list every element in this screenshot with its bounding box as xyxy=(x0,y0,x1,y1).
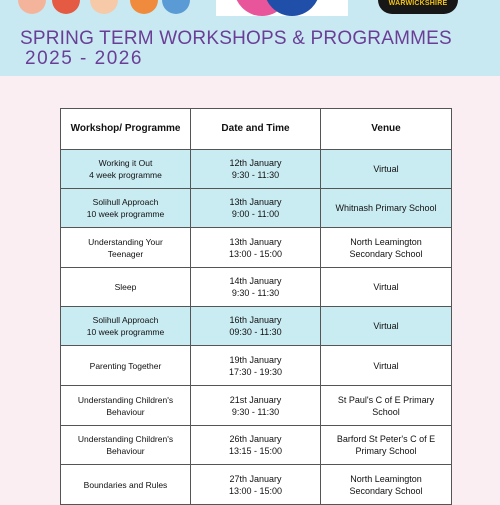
workshop-cell-line: Solihull Approach xyxy=(92,315,159,325)
column-header-workshop: Workshop/ Programme xyxy=(61,109,191,150)
date-time-cell xyxy=(191,426,321,465)
date-time-cell-line: 17:30 - 19:30 xyxy=(228,366,283,377)
circles-logo xyxy=(216,0,348,16)
column-header-venue: Venue xyxy=(321,109,452,150)
table-row xyxy=(61,307,452,346)
workshops-table-container xyxy=(60,108,451,505)
table-row xyxy=(61,465,452,505)
workshop-cell-line: Working it Out xyxy=(98,158,153,168)
workshop-cell-line: Solihull Approach xyxy=(92,197,159,207)
header-banner xyxy=(0,0,500,76)
workshop-cell-line: Understanding Your xyxy=(88,236,163,247)
warwickshire-logo-text: WARWICKSHIRE xyxy=(388,0,448,7)
workshop-cell xyxy=(61,228,191,268)
date-time-cell xyxy=(191,189,321,228)
date-time-cell-line: 13:15 - 15:00 xyxy=(228,446,283,456)
date-time-cell xyxy=(191,386,321,426)
venue-cell-line: Secondary School xyxy=(349,248,423,259)
workshop-cell-line: Sleep xyxy=(114,282,137,292)
workshop-cell-line: Behaviour xyxy=(106,446,145,456)
page-title: SPRING TERM WORKSHOPS & PROGRAMMES xyxy=(20,28,452,49)
workshop-cell-line: Parenting Together xyxy=(89,360,162,371)
date-time-cell-line: 13th January xyxy=(229,236,282,247)
venue-cell-line: North Leamington xyxy=(350,473,422,484)
venue-cell-line: School xyxy=(372,406,400,417)
venue-cell xyxy=(321,465,452,505)
venue-cell-line: North Leamington xyxy=(350,236,422,247)
date-time-cell-line: 21st January xyxy=(229,394,282,405)
workshop-cell xyxy=(61,307,191,346)
date-time-cell-line: 9:30 - 11:30 xyxy=(231,406,280,417)
date-time-cell-line: 09:30 - 11:30 xyxy=(229,327,282,337)
date-time-cell-line: 9:30 - 11:30 xyxy=(231,288,280,298)
date-time-cell xyxy=(191,465,321,505)
workshop-cell xyxy=(61,150,191,189)
table-row xyxy=(61,268,452,307)
workshop-cell xyxy=(61,268,191,307)
venue-cell-line: Virtual xyxy=(373,164,399,174)
date-time-cell xyxy=(191,307,321,346)
venue-cell-line: Virtual xyxy=(373,360,399,371)
venue-cell xyxy=(321,189,452,228)
date-time-cell-line: 13:00 - 15:00 xyxy=(228,248,283,259)
date-time-cell-line: 14th January xyxy=(229,276,282,286)
workshop-cell xyxy=(61,386,191,426)
workshop-cell-line: 10 week programme xyxy=(86,209,165,219)
workshop-cell-line: Understanding Children's xyxy=(77,434,174,444)
date-time-cell-line: 16th January xyxy=(229,315,282,325)
venue-cell xyxy=(321,386,452,426)
date-time-cell-line: 13:00 - 15:00 xyxy=(228,485,283,496)
date-time-cell xyxy=(191,150,321,189)
table-row xyxy=(61,426,452,465)
venue-cell-line: Virtual xyxy=(373,321,399,331)
workshop-cell-line: Understanding Children's xyxy=(77,394,174,405)
venue-cell xyxy=(321,150,452,189)
workshop-cell-line: Teenager xyxy=(107,248,144,259)
warwickshire-logo xyxy=(378,0,458,14)
venue-cell-line: St Paul's C of E Primary xyxy=(337,394,435,405)
venue-cell xyxy=(321,228,452,268)
venue-cell-line: Primary School xyxy=(355,446,417,456)
workshop-cell xyxy=(61,346,191,386)
date-time-cell xyxy=(191,228,321,268)
venue-cell-line: Whitnash Primary School xyxy=(335,203,437,213)
table-row xyxy=(61,189,452,228)
workshop-cell-line: Behaviour xyxy=(106,406,145,417)
venue-cell xyxy=(321,307,452,346)
date-time-cell-line: 9:00 - 11:00 xyxy=(231,209,280,219)
workshop-cell-line: 4 week programme xyxy=(89,170,162,180)
venue-cell xyxy=(321,346,452,386)
workshops-table xyxy=(60,108,452,505)
date-time-cell-line: 27th January xyxy=(229,473,282,484)
workshop-cell xyxy=(61,426,191,465)
table-header-row xyxy=(61,109,452,150)
column-header-date-time: Date and Time xyxy=(191,109,321,150)
date-time-cell xyxy=(191,346,321,386)
children-illustration-logo xyxy=(12,0,194,16)
date-time-cell xyxy=(191,268,321,307)
venue-cell xyxy=(321,426,452,465)
date-time-cell-line: 9:30 - 11:30 xyxy=(231,170,280,180)
table-row xyxy=(61,228,452,268)
table-row xyxy=(61,150,452,189)
workshop-cell xyxy=(61,465,191,505)
table-row xyxy=(61,386,452,426)
date-time-cell-line: 12th January xyxy=(229,158,282,168)
workshop-cell-line: 10 week programme xyxy=(86,327,165,337)
venue-cell xyxy=(321,268,452,307)
venue-cell-line: Secondary School xyxy=(349,485,423,496)
date-time-cell-line: 26th January xyxy=(229,434,282,444)
workshop-cell xyxy=(61,189,191,228)
date-time-cell-line: 19th January xyxy=(229,354,282,365)
venue-cell-line: Barford St Peter's C of E xyxy=(336,434,436,444)
workshop-cell-line: Boundaries and Rules xyxy=(83,479,168,490)
page-subtitle-year: 2025 - 2026 xyxy=(25,48,143,69)
table-row xyxy=(61,346,452,386)
venue-cell-line: Virtual xyxy=(373,282,399,292)
date-time-cell-line: 13th January xyxy=(229,197,282,207)
